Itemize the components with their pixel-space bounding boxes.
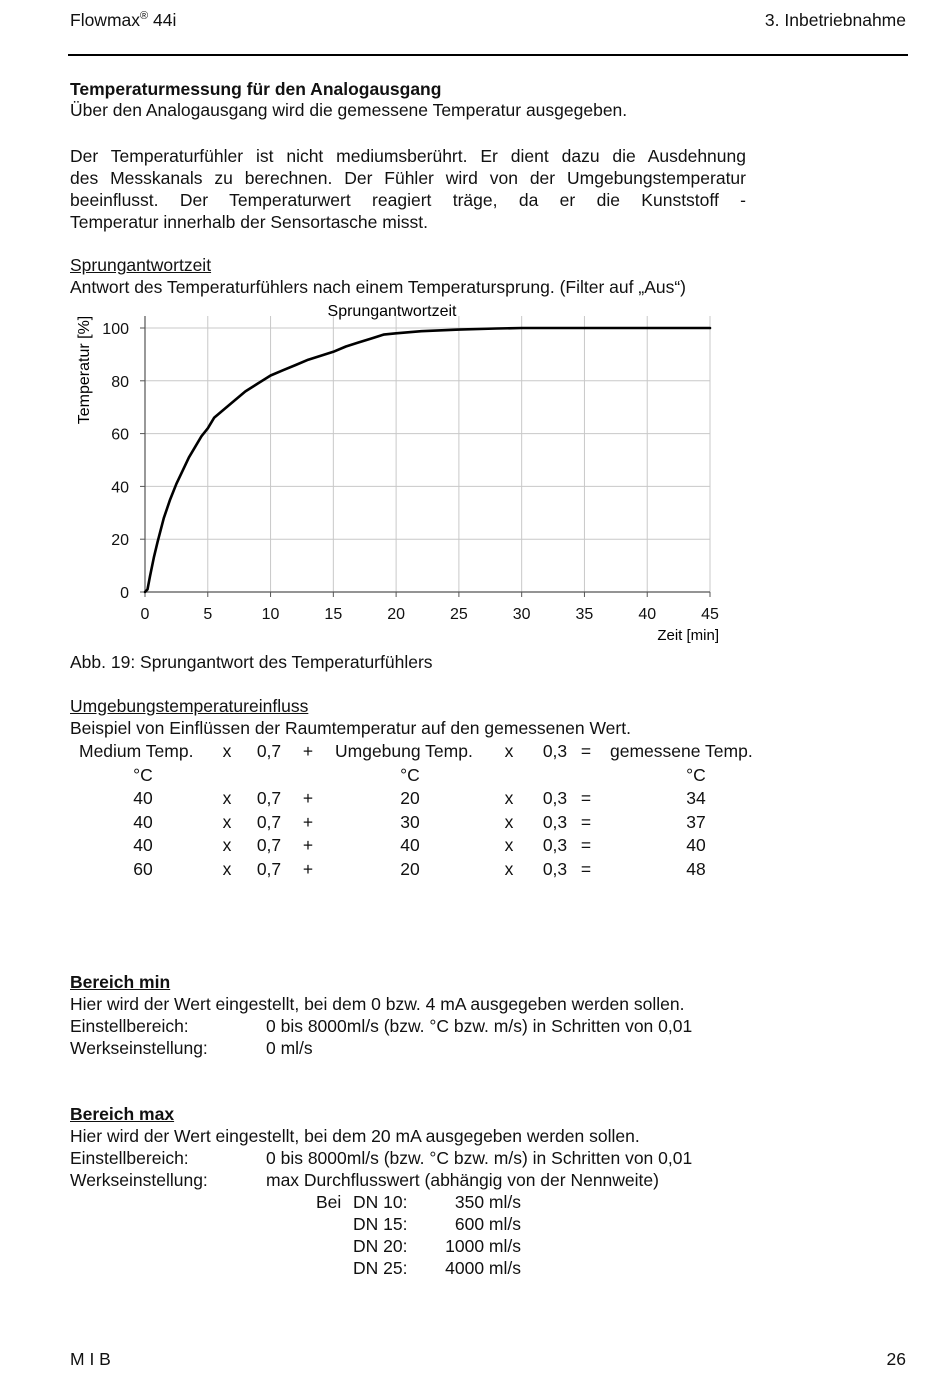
x-tick-label: 45 [701,606,719,623]
ambient-table-cell: x [504,858,514,879]
model-name: 44i [153,10,177,30]
x-tick-label: 30 [512,606,531,623]
ambient-table-cell: 40 [133,835,153,855]
step-text: Antwort des Temperaturfühlers nach einem Temperatursprung. (Filter auf „Aus“) [70,277,687,297]
dn-value: 600 ml/s [454,1214,521,1234]
ambient-table-cell: + [302,811,314,832]
ambient-heading: Umgebungstemperatureinfluss [70,696,309,716]
ambient-table-cell: x [504,835,514,855]
temp-intro: Über den Analogausgang wird die gemessene Temperatur ausgegeben. [70,100,628,120]
ambient-table-cell: x [504,811,514,832]
ambient-table-cell: 20 [400,788,420,808]
ambient-table-cell: 37 [686,811,706,832]
min-heading: Bereich min [70,972,171,992]
min-default-label: Werkseinstellung: [70,1038,208,1058]
ambient-table-cell: 40 [133,811,153,832]
ambient-header-cell: = [580,741,592,761]
x-tick-label: 15 [324,606,343,623]
x-tick-label: 5 [203,606,213,623]
temp-para-line-1: Der Temperaturfühler ist nicht mediumsberührt. Er dient dazu die Ausdehnung [70,146,746,166]
ambient-table-cell: = [580,788,592,808]
min-text: Hier wird der Wert eingestellt, bei dem 0 bzw. 4 mA ausgegeben werden sollen. [70,994,685,1014]
ambient-header-cell: + [302,741,314,761]
ambient-unit-cell: °C [133,765,153,785]
ambient-header-cell: Medium Temp. [79,741,194,761]
ambient-table-cell: 30 [400,811,420,832]
x-tick-label: 10 [261,606,280,623]
dn-value: 350 ml/s [454,1192,521,1212]
min-range-label: Einstellbereich: [70,1016,189,1036]
series-line-response [145,328,710,592]
dn-name: DN 20: [353,1236,408,1256]
ambient-header-cell: Umgebung Temp. [335,741,473,761]
ambient-unit-cell: °C [686,765,706,785]
ambient-table-cell: 40 [686,835,706,855]
ambient-table-cell: 20 [400,858,420,879]
y-tick-label: 80 [111,373,129,391]
dn-value: 1000 ml/s [445,1236,521,1256]
ambient-table-cell: 48 [686,858,706,879]
ambient-header-cell: x [222,741,232,761]
dn-value: 4000 ml/s [445,1258,521,1278]
ambient-table-cell: 0,7 [256,811,282,832]
ambient-table-cell: x [222,811,232,832]
dn-name: DN 10: [353,1192,408,1212]
max-default-label: Werkseinstellung: [70,1170,208,1190]
ambient-table-cell: = [580,835,592,855]
ambient-table-cell: x [504,788,514,808]
ambient-table-cell: = [580,858,592,879]
ambient-table-cell: + [302,858,314,879]
dn-name: DN 15: [353,1214,408,1234]
chart-series [145,328,710,592]
max-range-label: Einstellbereich: [70,1148,189,1168]
temp-heading: Temperaturmessung für den Analogausgang [70,79,442,99]
ambient-unit-cell: °C [400,765,420,785]
ambient-table-cell: 0,3 [542,788,568,808]
y-axis-label: Temperatur [%] [76,315,93,425]
step-response-chart [0,0,950,660]
x-axis-label: Zeit [min] [657,627,719,644]
min-default-value: 0 ml/s [266,1038,313,1058]
ambient-table-cell: + [302,835,314,855]
max-text: Hier wird der Wert eingestellt, bei dem 20 mA ausgegeben werden sollen. [70,1126,640,1146]
ambient-table-cell: = [580,811,592,832]
max-bei-label: Bei [316,1192,342,1212]
header-section: 3. Inbetriebnahme [764,10,906,30]
chart-axes [140,316,710,597]
product-name: Flowmax [70,10,141,30]
chart-tick-labels [102,321,719,623]
max-range-value: 0 bis 8000ml/s (bzw. °C bzw. m/s) in Schritten von 0,01 [266,1148,693,1168]
ambient-header-cell: x [504,741,514,761]
ambient-header-cell: 0,3 [542,741,568,761]
min-range-value: 0 bis 8000ml/s (bzw. °C bzw. m/s) in Schritten von 0,01 [266,1016,693,1036]
ambient-table-cell: 60 [133,858,153,879]
page-number: 26 [886,1349,906,1369]
max-heading: Bereich max [70,1104,175,1124]
temp-para-line-4: Temperatur innerhalb der Sensortasche misst. [70,212,428,232]
chart-grid [145,316,710,592]
chart-title: Sprungantwortzeit [327,303,457,320]
y-tick-label: 100 [102,321,129,338]
ambient-table-cell: + [302,788,314,808]
ambient-header-cell: 0,7 [256,741,282,761]
ambient-table-cell: 0,7 [256,788,282,808]
ambient-intro: Beispiel von Einflüssen der Raumtemperatur auf den gemessenen Wert. [70,718,631,738]
x-tick-label: 20 [387,606,406,623]
y-tick-label: 60 [111,426,129,444]
x-tick-label: 0 [140,606,150,623]
temp-para-line-3: beeinflusst. Der Temperaturwert reagiert träge, da er die Kunststoff - [70,190,746,210]
ambient-table-cell: 0,7 [256,835,282,855]
ambient-table-cell: 34 [686,788,706,808]
footer-left: M I B [70,1349,111,1369]
ambient-table-cell: 0,7 [256,858,282,879]
ambient-table-cell: x [222,788,232,808]
ambient-table-cell: 0,3 [542,811,568,832]
ambient-table-cell: 40 [400,835,420,855]
temp-para-line-2: des Messkanals zu berechnen. Der Fühler wird von der Umgebungstemperatur [70,168,746,188]
x-tick-label: 40 [638,606,657,623]
y-tick-label: 40 [111,479,129,497]
figure-caption: Abb. 19: Sprungantwort des Temperaturfühlers [70,652,433,672]
ambient-table-cell: 40 [133,788,153,808]
ambient-header-cell: gemessene Temp. [610,741,753,761]
y-tick-label: 0 [120,585,129,602]
x-tick-label: 35 [575,606,594,623]
step-heading: Sprungantwortzeit [70,255,212,275]
ambient-table-cell: 0,3 [542,858,568,879]
max-default-value: max Durchflusswert (abhängig von der Nennweite) [266,1170,659,1190]
ambient-table-cell: 0,3 [542,835,568,855]
y-tick-label: 20 [111,532,129,550]
ambient-table-cell: x [222,858,232,879]
registered-mark: ® [140,10,149,23]
x-tick-label: 25 [449,606,468,623]
dn-name: DN 25: [353,1258,408,1278]
ambient-table-cell: x [222,835,232,855]
